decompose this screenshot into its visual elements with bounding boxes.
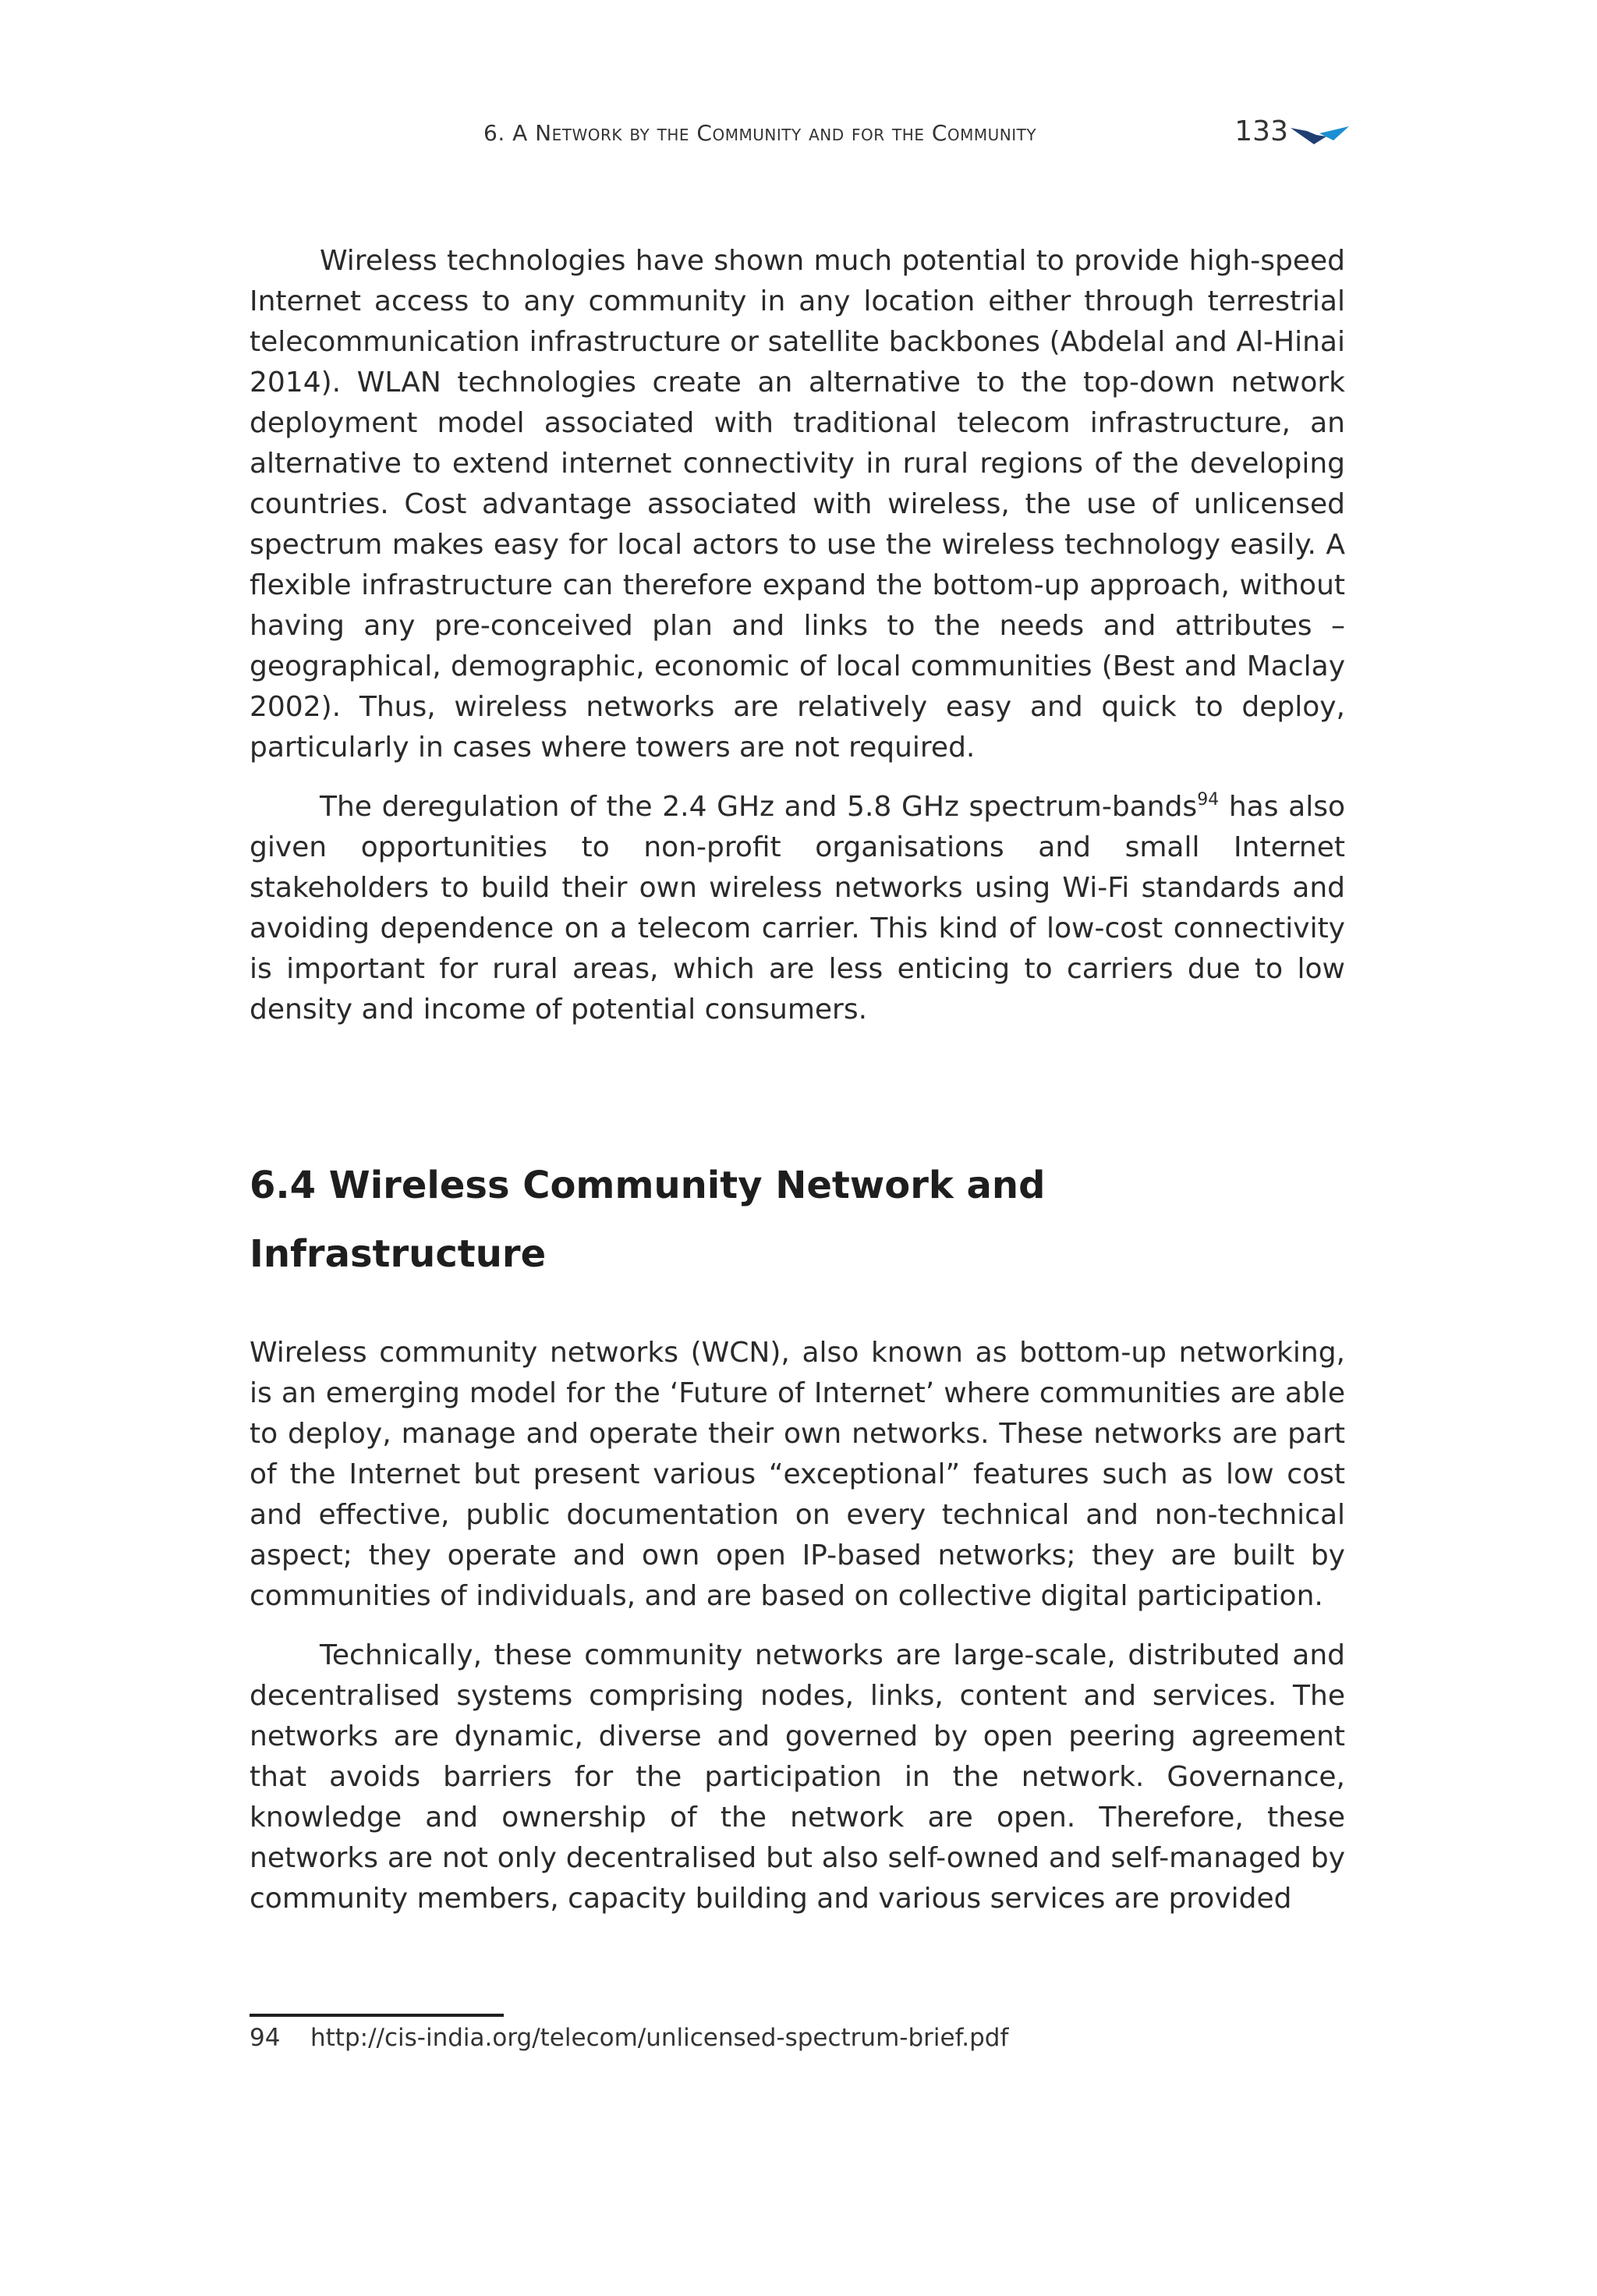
paragraph-wireless-technologies: Wireless technologies have shown much potential to provide high-speed Internet access to any community in any location either through terrestrial telecommunication infrastructure or satellite backbones (Abdelal and Al-Hinai 2014). WLAN technologies create an alternative to the top-down network deployment model associated with traditional telecom infrastructure, an alternative to extend internet connectivity in rural regions of the developing countries. Cost advantage associated with wireless, the use of unlicensed spectrum makes easy for local actors to use the wireless technology easily. A flexible infrastructure can therefore expand the bottom-up approach, without having any pre-conceived plan and links to the needs and attributes – geographical, demographic, economic of local communities (Best and Maclay 2002). Thus, wireless networks are relatively easy and quick to deploy, particularly in cases where towers are not required. [250, 245, 1345, 764]
bird-logo-icon [1290, 123, 1349, 147]
body-text-bottom [250, 1333, 1345, 1919]
paragraph-wireless-community-networks: Wireless community networks (WCN), also known as bottom-up networking, is an emerging model for the ‘Future of Internet’ where communities are able to deploy, manage and operate their own networks. These networks are part of the Internet but present various “exceptional” features such as low cost and effective, public documentation on every technical and non-technical aspect; they operate and own open IP-based networks; they are built by communities of individuals, and are based on collective digital participation. [250, 1337, 1345, 1612]
footnote-reference: 94 [1197, 790, 1220, 810]
section-heading-line-2: Infrastructure [250, 1232, 547, 1276]
footnote [250, 2020, 1345, 2056]
footnote-url: http://cis-india.org/telecom/unlicensed-spectrum-brief.pdf [310, 2024, 1009, 2052]
chapter-title: 6. A Network by the Community and for the Community [483, 120, 1037, 146]
section-heading-line-1: 6.4 Wireless Community Network and [250, 1164, 1046, 1207]
paragraph-spectrum-text-end: has also given opportunities to non-profit organisations and small Internet stakeholders to build their own wireless networks using Wi-Fi standards and avoiding dependence on a telecom carrier. This kind of low-cost connectivity is important for rural areas, which are less enticing to carriers due to low density and income of potential consumers. [250, 791, 1345, 1026]
footnote-divider [250, 2014, 504, 2017]
paragraph-spectrum-text-start: The deregulation of the 2.4 GHz and 5.8 GHz spectrum-bands [320, 791, 1198, 823]
section-heading [250, 1151, 1345, 1288]
paragraph-spectrum-deregulation [250, 787, 1345, 1030]
body-text-top [250, 241, 1345, 1030]
paragraph-technical-description: Technically, these community networks are large-scale, distributed and decentralised systems comprising nodes, links, content and services. The networks are dynamic, diverse and governed by open peering agreement that avoids barriers for the participation in the network. Governance, knowledge and ownership of the network are open. Therefore, these networks are not only decentralised but also self-owned and self-managed by community members, capacity building and various services are provided [250, 1639, 1345, 1915]
page-number: 133 [1234, 115, 1288, 147]
running-header [483, 115, 1349, 159]
footnote-number: 94 [250, 2024, 281, 2052]
